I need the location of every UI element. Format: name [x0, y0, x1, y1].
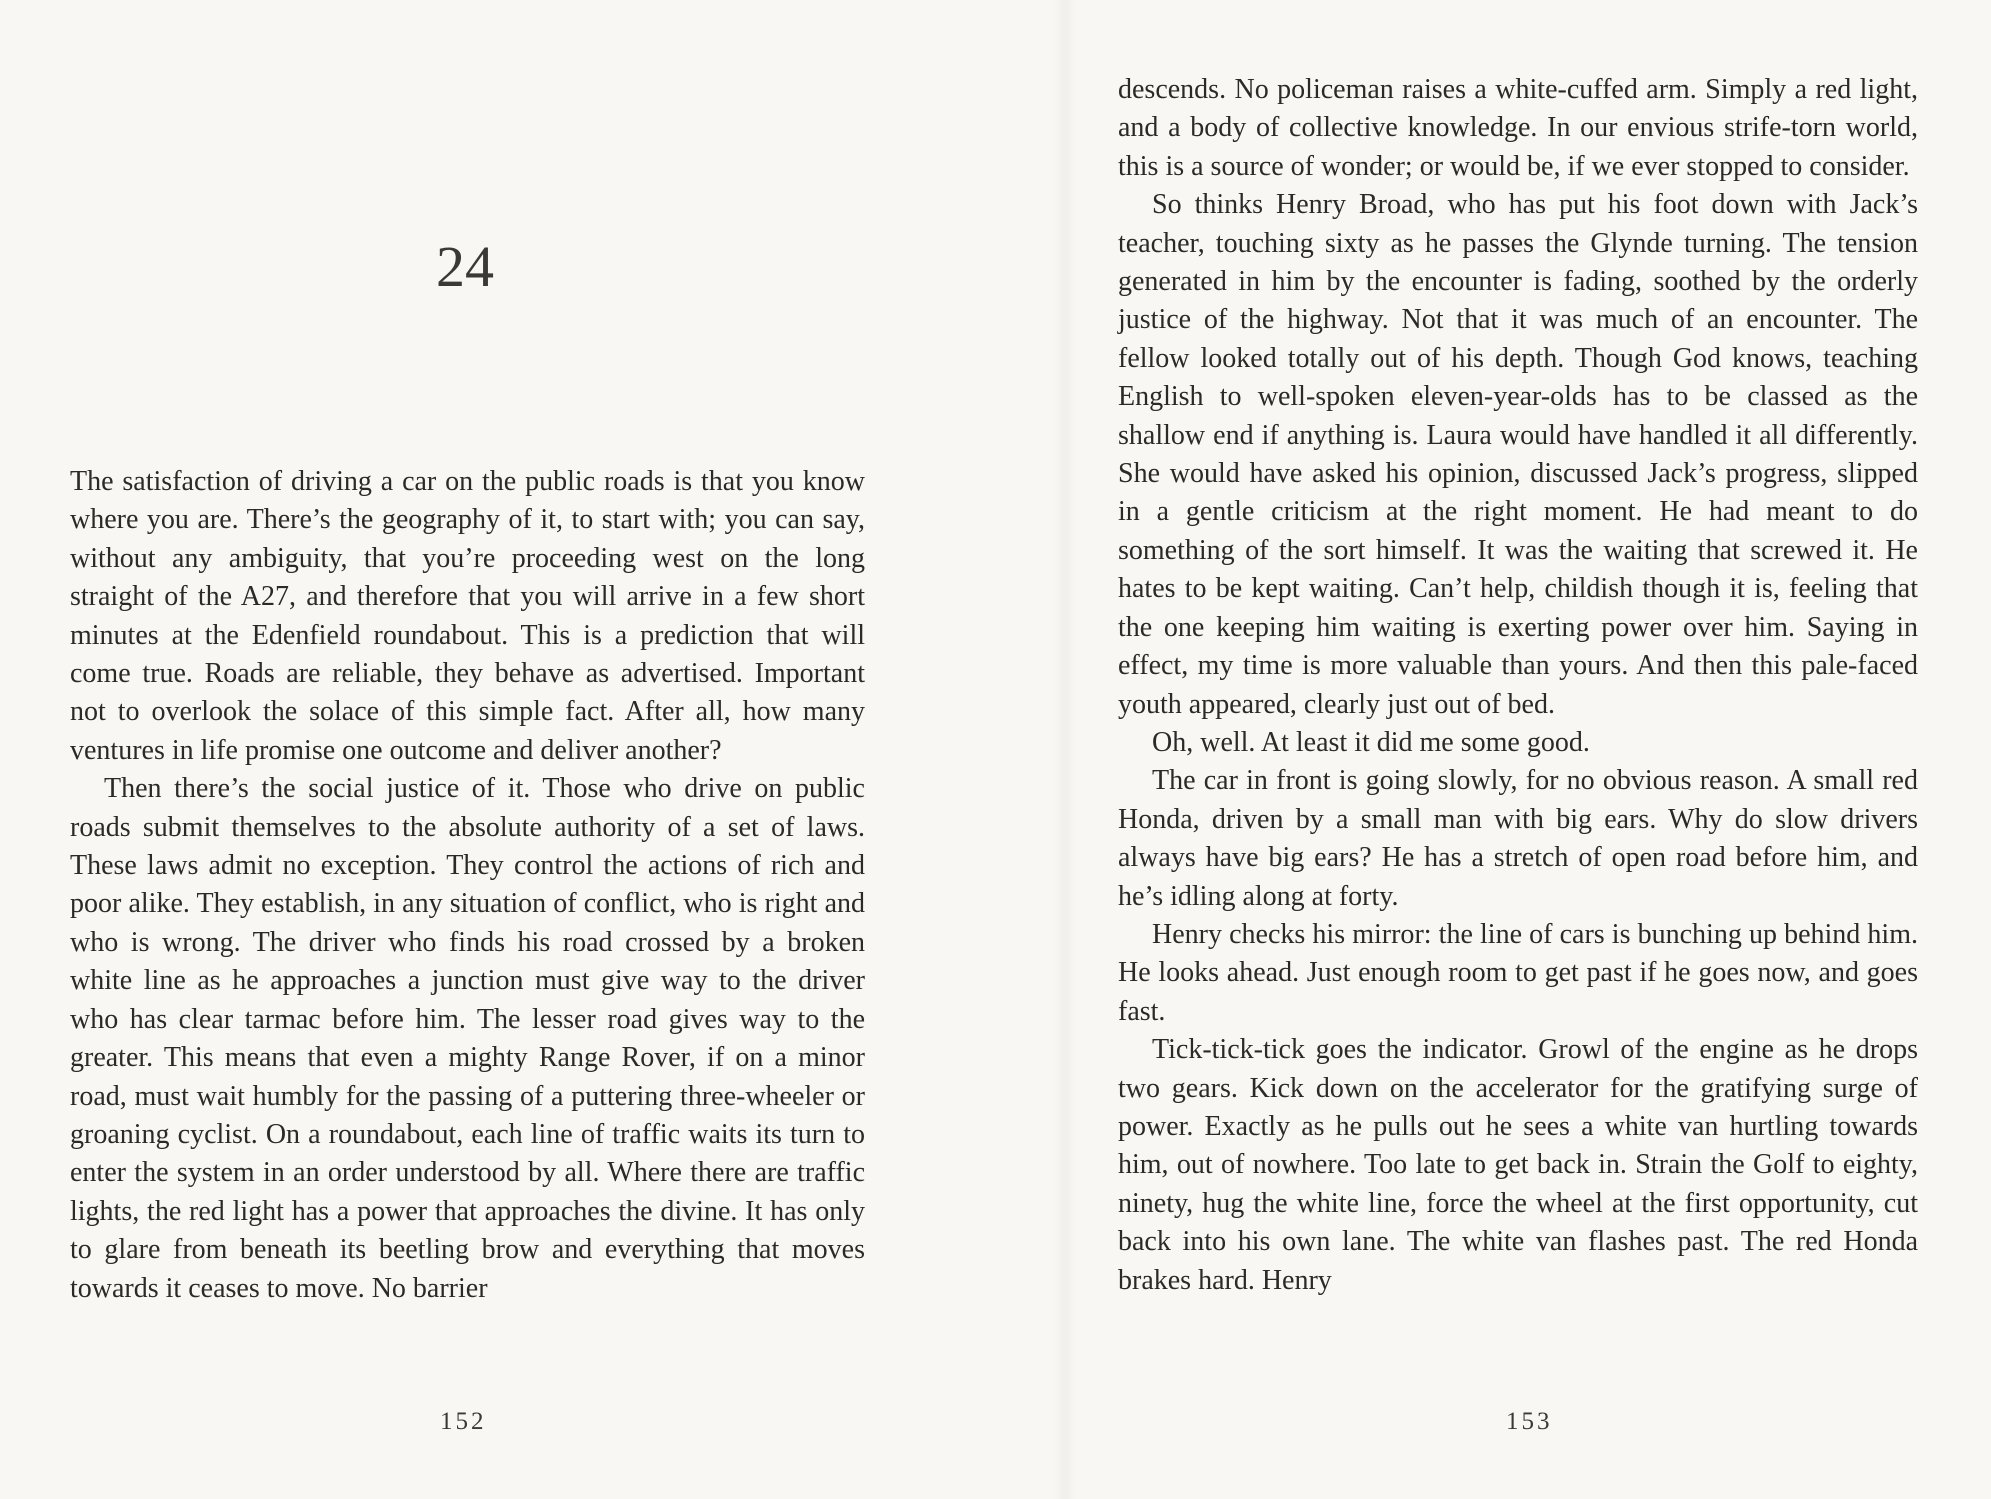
paragraph: Then there’s the social justice of it. Those who drive on public roads submit themselves to the absolute authority of a set of laws. These laws admit no exception. They control the actions of rich and poor alike. They establish, in any situation of conflict, who is right and who is wrong. The driver who finds his road crossed by a broken white line as he approaches a junction must give way to the driver who has clear tarmac before him. The lesser road gives way to the greater. This means that even a mighty Range Rover, if on a minor road, must wait humbly for the passing of a puttering three-wheeler or groaning cyclist. On a roundabout, each line of traffic waits its turn to enter the system in an order understood by all. Where there are traffic lights, the red light has a power that approaches the divine. It has only to glare from beneath its beetling brow and everything that moves towards it ceases to move. No barrier	[70, 773, 865, 1304]
paragraph: The car in front is going slowly, for no obvious reason. A small red Honda, driven by a small man with big ears. Why do slow drivers always have big ears? He has a stretch of open road before him, and he’s idling along at forty.	[1118, 765, 1918, 912]
right-page-text	[1118, 71, 1918, 1300]
right-page	[1080, 0, 1991, 1499]
paragraph: Tick-tick-tick goes the indicator. Growl of the engine as he drops two gears. Kick down on the accelerator for the gratifying surge of power. Exactly as he pulls out he sees a white van hurtling towards him, out of nowhere. Too late to get back in. Strain the Golf to eighty, ninety, hug the white line, force the wheel at the first opportunity, cut back into his own lane. The white van flashes past. The red Honda brakes hard. Henry	[1118, 1034, 1918, 1296]
paragraph: The satisfaction of driving a car on the public roads is that you know where you are. There’s the geography of it, to start with; you can say, without any ambiguity, that you’re proceeding west on the long straight of the A27, and therefore that you will arrive in a few short minutes at the Edenfield roundabout. This is a prediction that will come true. Roads are reliable, they behave as advertised. Important not to overlook the solace of this simple fact. After all, how many ventures in life promise one outcome and deliver another?	[70, 466, 865, 766]
book-gutter	[1054, 0, 1076, 1499]
paragraph: descends. No policeman raises a white-cuffed arm. Simply a red light, and a body of collective knowledge. In our envious strife-torn world, this is a source of wonder; or would be, if we ever stopped to consider.	[1118, 74, 1918, 182]
paragraph: So thinks Henry Broad, who has put his foot down with Jack’s teacher, touching sixty as he passes the Glynde turning. The tension generated in him by the encounter is fading, soothed by the orderly justice of the highway. Not that it was much of an encounter. The fellow looked totally out of his depth. Though God knows, teaching English to well-spoken eleven-year-olds has to be classed as the shallow end if anything is. Laura would have handled it all differently. She would have asked his opinion, discussed Jack’s progress, slipped in a gentle criticism at the right moment. He had meant to do something of the sort himself. It was the waiting that screwed it. He hates to be kept waiting. Can’t help, childish though it is, feeling that the one keeping him waiting is exerting power over him. Saying in effect, my time is more valuable than yours. And then this pale-faced youth appeared, clearly just out of bed.	[1118, 189, 1918, 720]
chapter-number: 24	[436, 234, 494, 299]
page-number: 152	[440, 1408, 487, 1435]
paragraph: Oh, well. At least it did me some good.	[1152, 726, 1590, 758]
paragraph: Henry checks his mirror: the line of cars is bunching up behind him. He looks ahead. Just enough room to get past if he goes now, and goes fast.	[1118, 918, 1918, 1027]
left-page-text	[70, 463, 865, 1308]
page-number: 153	[1506, 1408, 1553, 1435]
